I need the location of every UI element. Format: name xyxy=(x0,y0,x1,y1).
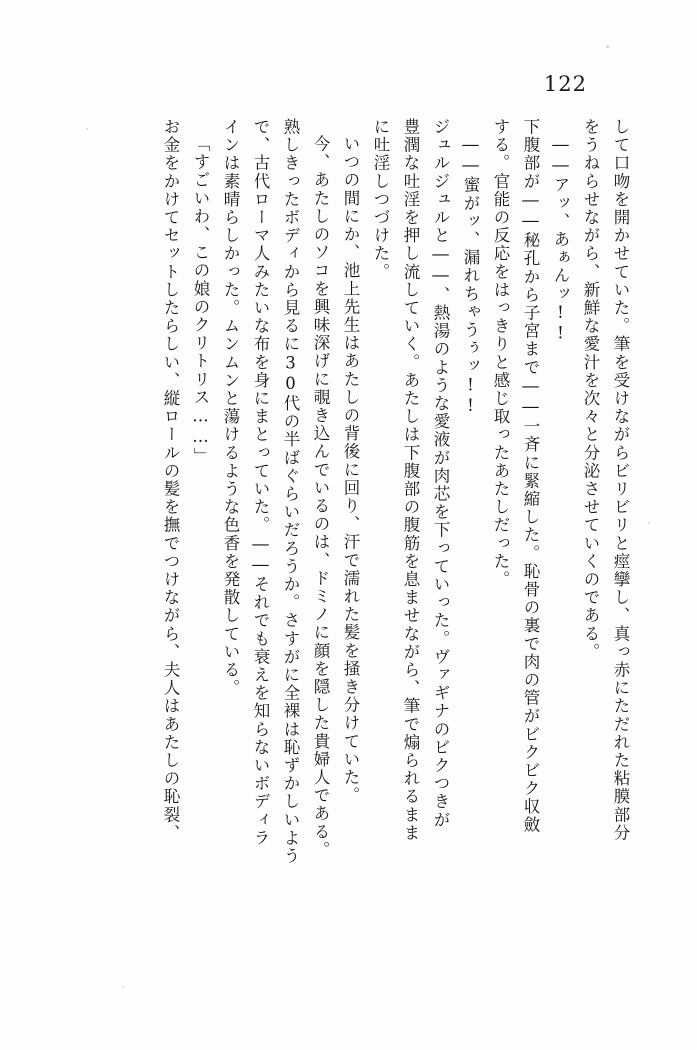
text-line: インは素晴らしかった。ムンムンと蕩けるような色香を発散している。 xyxy=(221,118,240,698)
page-number: 122 xyxy=(543,72,587,96)
text-line: して口吻を開かせていた。筆を受けながらビリビリと痙攣し、真っ赤にただれた粘膜部分 xyxy=(611,118,630,842)
text-line: ジュルジュルと――、熱湯のような愛液が肉芯を下っていった。ヴァギナのビクつきが xyxy=(431,118,450,829)
vertical-text-body xyxy=(42,118,635,1018)
text-line: 「すごいわ、この娘のクリトリス……」 xyxy=(191,135,210,466)
paper-speck xyxy=(606,45,609,48)
text-line: で、古代ローマ人みたいな布を身にまとっていた。――それでも衰えを知らないボディラ xyxy=(251,118,270,847)
text-line: 下腹部が――秘孔から子宮まで――一斉に緊縮した。恥骨の裏で肉の管がビクビク収斂 xyxy=(521,118,540,834)
text-line: いつの間にか、池上先生はあたしの背後に回り、汗で濡れた髪を掻き分けていた。 xyxy=(341,135,360,805)
text-line: ――蜜がッ、漏れちゃうぅッ!! xyxy=(461,135,480,417)
text-line: 熟しきったボディから見るに30代の半ばぐらいだろうか。さすがに全裸は恥ずかしいよう xyxy=(281,118,300,866)
text-line: ――アッ、あぁんッ!! xyxy=(551,135,570,345)
text-line: お金をかけてセットしたらしい、縦ロールの髪を撫でつけながら、夫人はあたしの恥裂、 xyxy=(161,118,180,842)
text-line: する。官能の反応をはっきりと感じ取ったあたしだった。 xyxy=(491,118,510,589)
text-line: 今、あたしのソコを興味深げに覗き込んでいるのは、ドミノに顔を隠した貴婦人である。 xyxy=(311,135,330,859)
text-line: 豊潤な吐淫を押し流していく。あたしは下腹部の腹筋を息ませながら、筆で煽られるまま xyxy=(401,118,420,842)
text-line: に吐淫しつづけた。 xyxy=(371,118,390,281)
paper-speck xyxy=(648,522,650,524)
text-line: をうねらせながら、新鮮な愛汁を次々と分泌させていくのである。 xyxy=(581,118,600,661)
